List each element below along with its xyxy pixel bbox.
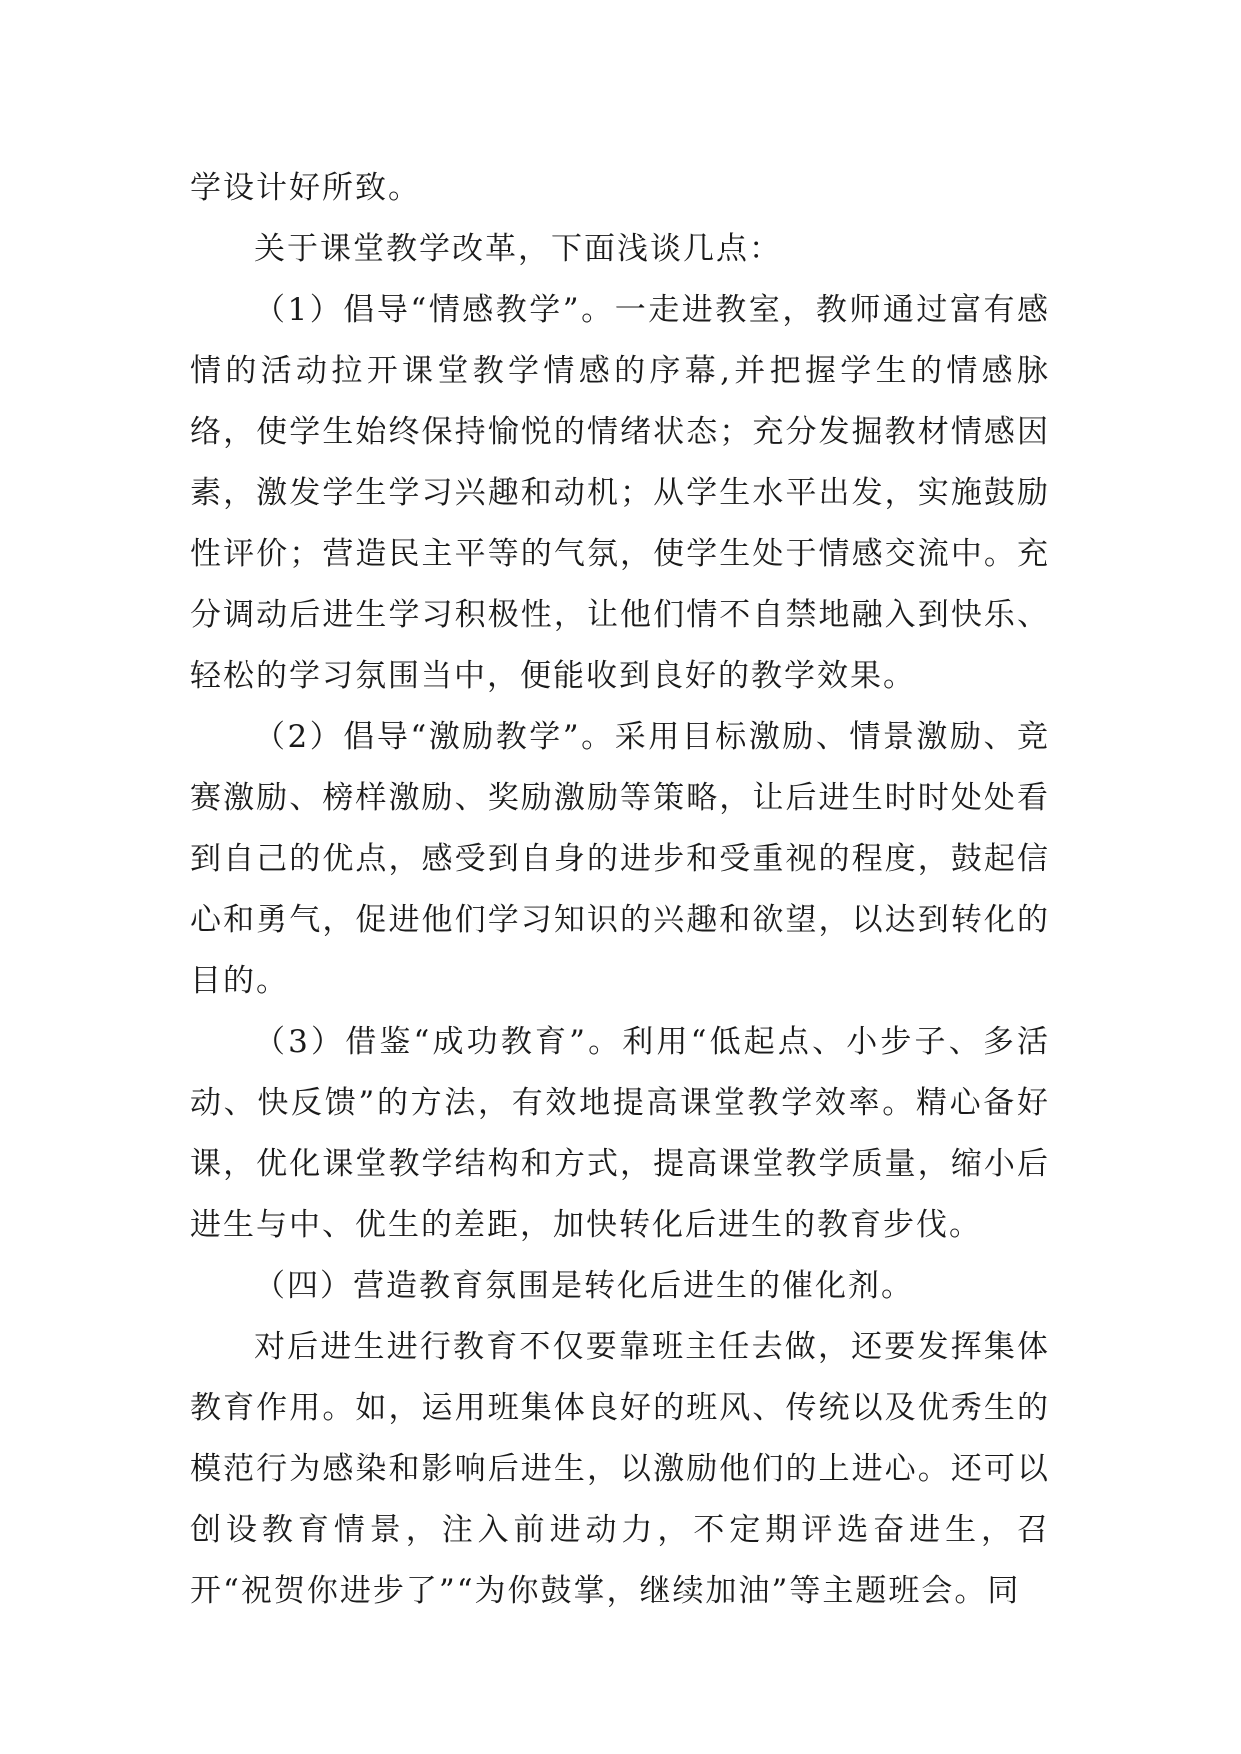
- paragraph-continuation: 学设计好所致。: [190, 170, 421, 206]
- paragraph-incentive-teaching: （2）倡导“激励教学”。采用目标激励、情景激励、竞赛激励、榜样激励、奖励激励等策略，让后进生时时处处看到自己的优点，感受到自身的进步和受重视的程度，鼓起信心和勇气，促进他们学习知识的兴趣和欲望，以达到转化的目的。: [190, 719, 1050, 999]
- paragraph-intro: 关于课堂教学改革，下面浅谈几点：: [254, 231, 782, 267]
- paragraph-emotional-teaching: （1）倡导“情感教学”。一走进教室，教师通过富有感情的活动拉开课堂教学情感的序幕,并把握学生的情感脉络，使学生始终保持愉悦的情绪状态；充分发掘教材情感因素，激发学生学习兴趣和动机；从学生水平出发，实施鼓励性评价；营造民主平等的气氛，使学生处于情感交流中。充分调动后进生学习积极性，让他们情不自禁地融入到快乐、轻松的学习氛围当中，便能收到良好的教学效果。: [190, 292, 1050, 694]
- document-body: [190, 158, 1050, 1622]
- paragraph-success-education: （3）借鉴“成功教育”。利用“低起点、小步子、多活动、快反馈”的方法，有效地提高课堂教学效率。精心备好课，优化课堂教学结构和方式，提高课堂教学质量，缩小后进生与中、优生的差距，加快转化后进生的教育步伐。: [190, 1024, 1050, 1243]
- section-heading-four: （四）营造教育氛围是转化后进生的催化剂。: [254, 1268, 914, 1304]
- paragraph-collective-education: 对后进生进行教育不仅要靠班主任去做，还要发挥集体教育作用。如，运用班集体良好的班风、传统以及优秀生的模范行为感染和影响后进生，以激励他们的上进心。还可以创设教育情景，注入前进动力，不定期评选奋进生，召开“祝贺你进步了”“为你鼓掌，继续加油”等主题班会。同: [190, 1329, 1050, 1609]
